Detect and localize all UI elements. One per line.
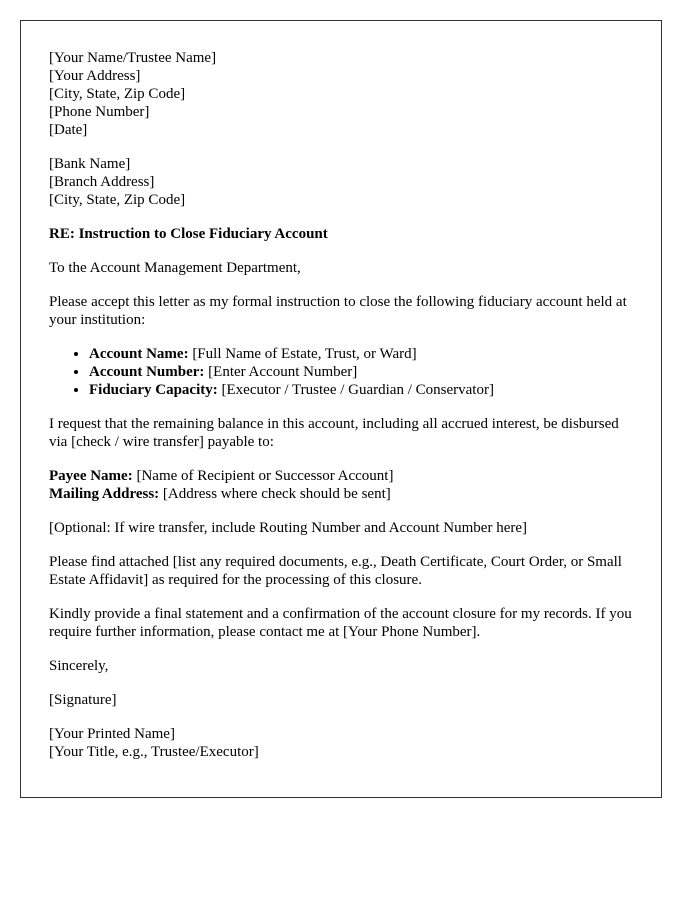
detail-value: [Full Name of Estate, Trust, or Ward] xyxy=(188,346,417,362)
signature: [Signature] xyxy=(49,692,117,708)
account-details-list xyxy=(49,345,633,399)
attachments-paragraph: Please find attached [list any required documents, e.g., Death Certificate, Court Order, or Small Estate Affidavit] as required for the processing of this closure. xyxy=(49,554,622,588)
sender-phone: [Phone Number] xyxy=(49,104,150,120)
list-item xyxy=(89,345,633,363)
salutation: To the Account Management Department, xyxy=(49,260,301,276)
bank-name: [Bank Name] xyxy=(49,156,131,172)
bank-city: [City, State, Zip Code] xyxy=(49,192,186,208)
payee-name-value: [Name of Recipient or Successor Account] xyxy=(132,468,394,484)
valediction: Sincerely, xyxy=(49,658,109,674)
sender-city: [City, State, Zip Code] xyxy=(49,86,186,102)
sender-name: [Your Name/Trustee Name] xyxy=(49,50,217,66)
payee-name-label: Payee Name: xyxy=(49,468,133,484)
detail-value: [Enter Account Number] xyxy=(204,364,358,380)
subject-text: RE: Instruction to Close Fiduciary Account xyxy=(49,226,328,242)
mailing-address-label: Mailing Address: xyxy=(49,486,160,502)
sender-block xyxy=(49,49,633,139)
printed-block xyxy=(49,725,633,761)
intro-paragraph: Please accept this letter as my formal instruction to close the following fiduciary account held at your institution: xyxy=(49,294,627,328)
subject-line xyxy=(49,225,633,243)
mailing-address-value: [Address where check should be sent] xyxy=(159,486,391,502)
sender-address: [Your Address] xyxy=(49,68,141,84)
detail-label: Account Name: xyxy=(89,346,189,362)
list-item xyxy=(89,363,633,381)
disbursement-paragraph: I request that the remaining balance in this account, including all accrued interest, be disbursed via [check / wire transfer] payable to: xyxy=(49,416,619,450)
sender-date: [Date] xyxy=(49,122,88,138)
detail-value: [Executor / Trustee / Guardian / Conservator] xyxy=(217,382,494,398)
detail-label: Fiduciary Capacity: xyxy=(89,382,218,398)
recipient-block xyxy=(49,155,633,209)
optional-paragraph: [Optional: If wire transfer, include Routing Number and Account Number here] xyxy=(49,520,528,536)
printed-title: [Your Title, e.g., Trustee/Executor] xyxy=(49,744,259,760)
list-item xyxy=(89,381,633,399)
closing-request-paragraph: Kindly provide a final statement and a confirmation of the account closure for my records. If you require further information, please contact me at [Your Phone Number]. xyxy=(49,606,632,640)
branch-address: [Branch Address] xyxy=(49,174,155,190)
payee-block xyxy=(49,467,633,503)
printed-name: [Your Printed Name] xyxy=(49,726,175,742)
letter xyxy=(20,20,662,798)
detail-label: Account Number: xyxy=(89,364,205,380)
